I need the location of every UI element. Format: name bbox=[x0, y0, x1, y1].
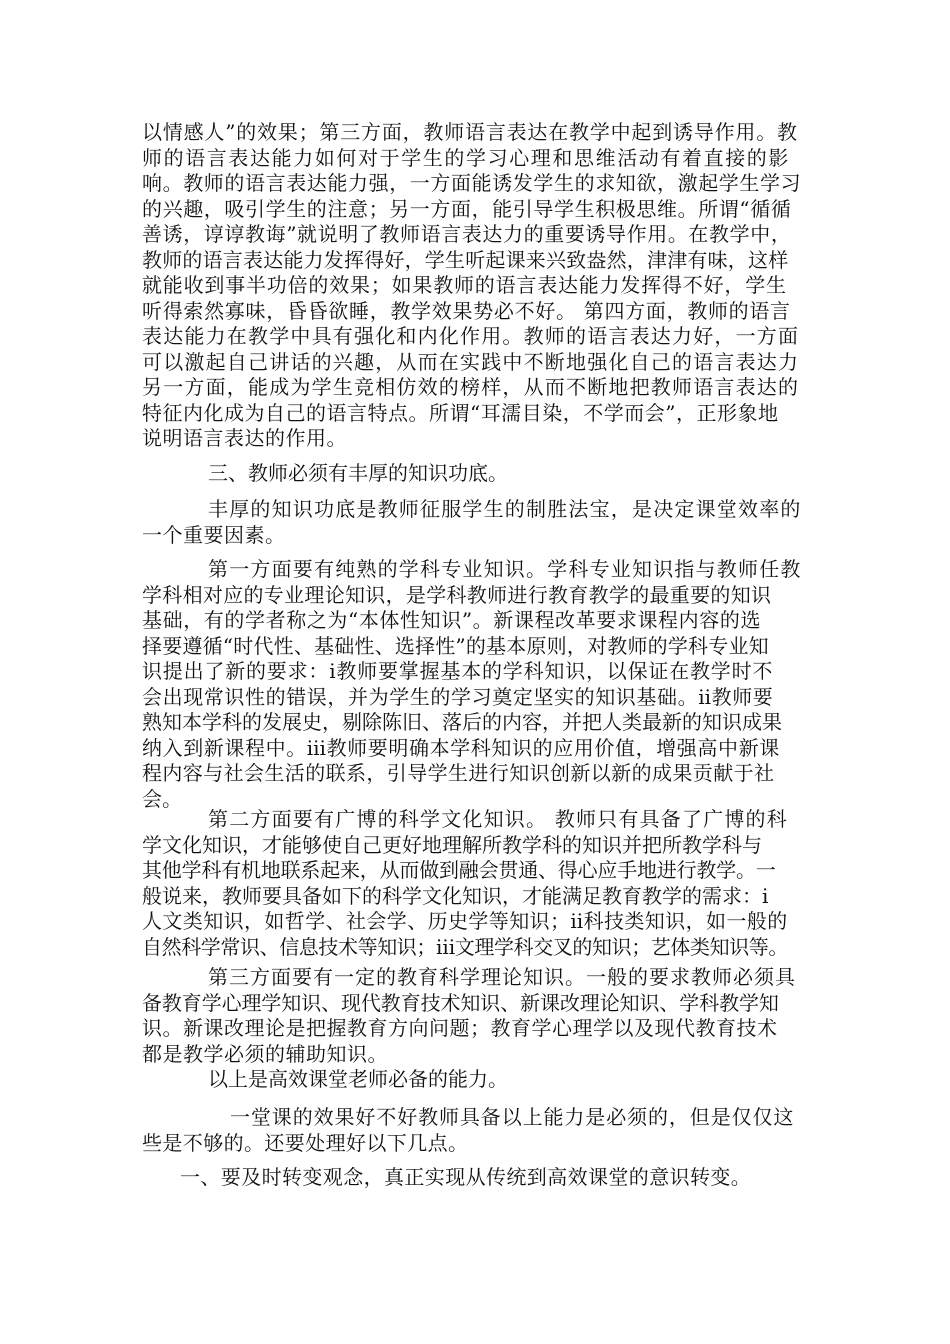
heading-text: 一、要及时转变观念，真正实现从传统到高效课堂的意识转变。 bbox=[180, 1165, 752, 1189]
text-line: 备教育学心理学知识、现代教育技术知识、新课改理论知识、学科教学知 bbox=[142, 990, 779, 1015]
section-heading-concept-change bbox=[180, 1165, 820, 1191]
text-line: 学文化知识，才能够使自己更好地理解所教学科的知识并把所教学科与 bbox=[142, 832, 762, 857]
heading-text: 三、教师必须有丰厚的知识功底。 bbox=[208, 461, 508, 485]
text-line: 说明语言表达的作用。 bbox=[142, 426, 347, 450]
text-line: 的兴趣，吸引学生的注意；另一方面，能引导学生积极思维。所谓“循循 bbox=[142, 196, 792, 221]
text-line: 第二方面要有广博的科学文化知识。 教师只有具备了广博的科 bbox=[208, 807, 788, 831]
text-line: 都是教学必须的辅助知识。 bbox=[142, 1041, 388, 1066]
text-line: 基础，有的学者称之为“本体性知识”。新课程改革要求课程内容的选 bbox=[142, 608, 762, 632]
paragraph-lesson-effect bbox=[142, 1105, 822, 1156]
text-line: 第三方面要有一定的教育科学理论知识。一般的要求教师必须具 bbox=[208, 965, 796, 989]
paragraph-language-expression bbox=[142, 120, 822, 452]
paragraph-knowledge-intro bbox=[142, 497, 822, 548]
text-line: 一个重要因素。 bbox=[142, 522, 286, 547]
text-line: 自然科学常识、信息技术等知识；ⅲ文理学科交叉的知识；艺体类知识等。 bbox=[142, 934, 788, 959]
text-line: 会出现常识性的错误，并为学生的学习奠定坚实的知识基础。ⅱ教师要 bbox=[142, 684, 774, 709]
paragraph-subject-knowledge bbox=[142, 557, 822, 812]
text-line: 般说来，教师要具备如下的科学文化知识，才能满足教育教学的需求：ⅰ bbox=[142, 883, 769, 908]
text-line: 人文类知识，如哲学、社会学、历史学等知识；ⅱ科技类知识，如一般的 bbox=[142, 909, 788, 933]
text-line: 纳入到新课程中。ⅲ教师要明确本学科知识的应用价值，增强高中新课 bbox=[142, 735, 780, 760]
summary-line bbox=[208, 1067, 822, 1093]
text-line: 听得索然寡味，昏昏欲睡，教学效果势必不好。 第四方面，教师的语言 bbox=[142, 298, 791, 323]
text-line: 第一方面要有纯熟的学科专业知识。学科专业知识指与教师任教 bbox=[208, 557, 802, 581]
text-line: 一堂课的效果好不好教师具备以上能力是必须的，但是仅仅这 bbox=[230, 1105, 795, 1129]
text-line: 可以激起自己讲话的兴趣，从而在实践中不断地强化自己的语言表达力 bbox=[142, 349, 800, 374]
text-line: 教师的语言表达能力发挥得好，学生听起课来兴致盎然，津津有味，这样 bbox=[142, 247, 789, 272]
text-line: 熟知本学科的发展史，剔除陈旧、落后的内容，并把人类最新的知识成果 bbox=[142, 710, 782, 734]
paragraph-broad-knowledge bbox=[142, 807, 822, 960]
text-line: 其他学科有机地联系起来，从而做到融会贯通、得心应手地进行教学。一 bbox=[142, 858, 776, 882]
text-line: 就能收到事半功倍的效果；如果教师的语言表达能力发挥得不好，学生 bbox=[142, 273, 787, 297]
text-line: 会。 bbox=[142, 786, 182, 811]
text-line: 识。新课改理论是把握教育方向问题；教育学心理学以及现代教育技术 bbox=[142, 1016, 778, 1040]
text-line: 些是不够的。还要处理好以下几点。 bbox=[142, 1130, 469, 1155]
text-line: 程内容与社会生活的联系，引导学生进行知识创新以新的成果贡献于社 bbox=[142, 761, 775, 785]
text-line: 师的语言表达能力如何对于学生的学习心理和思维活动有着直接的影 bbox=[142, 145, 790, 170]
text-line: 善诱，谆谆教诲”就说明了教师语言表达力的重要诱导作用。在教学中， bbox=[142, 222, 792, 246]
text-line: 另一方面，能成为学生竞相仿效的榜样，从而不断地把教师语言表达的 bbox=[142, 375, 800, 399]
text-line: 择要遵循“时代性、基础性、选择性”的基本原则，对教师的学科专业知 bbox=[142, 633, 769, 658]
text-line: 以情感人”的效果；第三方面，教师语言表达在教学中起到诱导作用。教 bbox=[142, 120, 798, 144]
text-line: 丰厚的知识功底是教师征服学生的制胜法宝，是决定课堂效率的 bbox=[208, 497, 802, 521]
text-line: 识提出了新的要求：ⅰ教师要掌握基本的学科知识，以保证在教学时不 bbox=[142, 659, 774, 683]
section-heading-knowledge bbox=[208, 461, 822, 487]
text-line: 特征内化成为自己的语言特点。所谓“耳濡目染，不学而会”，正形象地 bbox=[142, 400, 779, 425]
paragraph-theory-knowledge bbox=[142, 965, 822, 1067]
text-line: 表达能力在教学中具有强化和内化作用。教师的语言表达力好，一方面 bbox=[142, 324, 800, 348]
text-line: 以上是高效课堂老师必备的能力。 bbox=[208, 1067, 508, 1091]
text-line: 响。教师的语言表达能力强，一方面能诱发学生的求知欲，激起学生学习 bbox=[142, 171, 802, 195]
text-line: 学科相对应的专业理论知识，是学科教师进行教育教学的最重要的知识 bbox=[142, 582, 772, 607]
